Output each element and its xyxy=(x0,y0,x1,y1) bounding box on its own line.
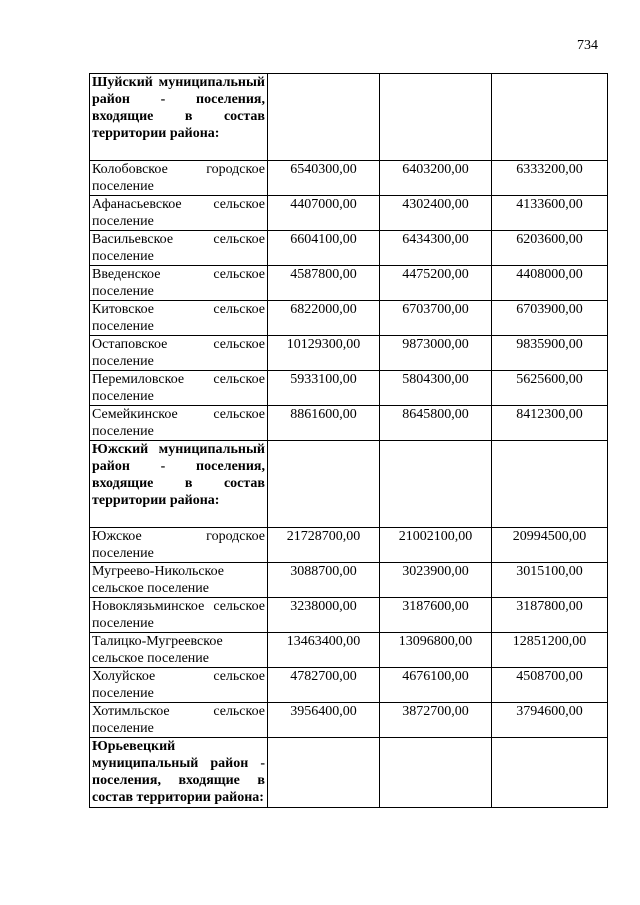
amount-cell-2: 8645800,00 xyxy=(380,406,492,441)
amount-cell-3 xyxy=(492,738,608,808)
amount-cell-3: 9835900,00 xyxy=(492,336,608,371)
amount-cell-1: 4407000,00 xyxy=(268,196,380,231)
amount-cell-1: 5933100,00 xyxy=(268,371,380,406)
district-header-row xyxy=(90,74,608,161)
settlement-name-cell: Хотимльское сельское поселение xyxy=(90,703,268,738)
district-name-cell: Юрьевецкий муниципальный район - поселения, входящие в состав территории района: xyxy=(90,738,268,808)
amount-cell-3 xyxy=(492,74,608,161)
amount-cell-3: 6703900,00 xyxy=(492,301,608,336)
settlement-name-cell: Семейкинское сельское поселение xyxy=(90,406,268,441)
district-name-cell: Южский муниципальный район - поселения, входящие в состав территории района: xyxy=(90,441,268,528)
amount-cell-3: 6203600,00 xyxy=(492,231,608,266)
settlement-name-cell: Южское городское поселение xyxy=(90,528,268,563)
settlement-name-cell: Холуйское сельское поселение xyxy=(90,668,268,703)
amount-cell-2 xyxy=(380,738,492,808)
amount-cell-1: 3956400,00 xyxy=(268,703,380,738)
amount-cell-1: 3238000,00 xyxy=(268,598,380,633)
settlement-name-cell: Перемиловское сельское поселение xyxy=(90,371,268,406)
amount-cell-1: 6604100,00 xyxy=(268,231,380,266)
settlement-name-cell: Васильевское сельское поселение xyxy=(90,231,268,266)
settlement-row xyxy=(90,336,608,371)
settlement-row xyxy=(90,633,608,668)
district-name-cell: Шуйский муниципальный район - поселения, входящие в состав территории района: xyxy=(90,74,268,161)
amount-cell-3: 3794600,00 xyxy=(492,703,608,738)
amount-cell-2 xyxy=(380,441,492,528)
amount-cell-2: 6703700,00 xyxy=(380,301,492,336)
amount-cell-1 xyxy=(268,74,380,161)
settlement-name-cell: Новоклязьминское сельское поселение xyxy=(90,598,268,633)
settlement-name-cell: Китовское сельское поселение xyxy=(90,301,268,336)
amount-cell-3 xyxy=(492,441,608,528)
settlement-name-cell: Введенское сельское поселение xyxy=(90,266,268,301)
amount-cell-2: 6403200,00 xyxy=(380,161,492,196)
settlement-row xyxy=(90,563,608,598)
amount-cell-1 xyxy=(268,441,380,528)
amount-cell-3: 4408000,00 xyxy=(492,266,608,301)
amount-cell-1: 6822000,00 xyxy=(268,301,380,336)
page-number: 734 xyxy=(577,38,598,53)
amount-cell-3: 3015100,00 xyxy=(492,563,608,598)
amount-cell-2: 3023900,00 xyxy=(380,563,492,598)
settlement-row xyxy=(90,196,608,231)
amount-cell-2: 3872700,00 xyxy=(380,703,492,738)
amount-cell-1: 21728700,00 xyxy=(268,528,380,563)
district-header-row xyxy=(90,738,608,808)
amount-cell-1: 13463400,00 xyxy=(268,633,380,668)
amount-cell-3: 6333200,00 xyxy=(492,161,608,196)
settlement-name-cell: Остаповское сельское поселение xyxy=(90,336,268,371)
amount-cell-3: 4508700,00 xyxy=(492,668,608,703)
budget-table-body xyxy=(90,74,608,808)
settlement-row xyxy=(90,406,608,441)
settlement-name-cell: Мугреево-Никольское сельское поселение xyxy=(90,563,268,598)
amount-cell-1 xyxy=(268,738,380,808)
amount-cell-3: 20994500,00 xyxy=(492,528,608,563)
settlement-row xyxy=(90,703,608,738)
settlement-name-cell: Афанасьевское сельское поселение xyxy=(90,196,268,231)
settlement-name-cell: Талицко-Мугреевское сельское поселение xyxy=(90,633,268,668)
settlement-row xyxy=(90,231,608,266)
settlement-name-cell: Колобовское городское поселение xyxy=(90,161,268,196)
settlement-row xyxy=(90,528,608,563)
amount-cell-3: 12851200,00 xyxy=(492,633,608,668)
amount-cell-2: 3187600,00 xyxy=(380,598,492,633)
amount-cell-1: 3088700,00 xyxy=(268,563,380,598)
amount-cell-3: 8412300,00 xyxy=(492,406,608,441)
amount-cell-2: 13096800,00 xyxy=(380,633,492,668)
amount-cell-2 xyxy=(380,74,492,161)
settlement-row xyxy=(90,598,608,633)
settlement-row xyxy=(90,668,608,703)
settlement-row xyxy=(90,161,608,196)
amount-cell-1: 8861600,00 xyxy=(268,406,380,441)
amount-cell-2: 21002100,00 xyxy=(380,528,492,563)
amount-cell-2: 4676100,00 xyxy=(380,668,492,703)
amount-cell-2: 4302400,00 xyxy=(380,196,492,231)
amount-cell-1: 10129300,00 xyxy=(268,336,380,371)
settlement-row xyxy=(90,301,608,336)
amount-cell-3: 4133600,00 xyxy=(492,196,608,231)
amount-cell-2: 9873000,00 xyxy=(380,336,492,371)
amount-cell-2: 6434300,00 xyxy=(380,231,492,266)
amount-cell-1: 4587800,00 xyxy=(268,266,380,301)
amount-cell-2: 5804300,00 xyxy=(380,371,492,406)
amount-cell-3: 3187800,00 xyxy=(492,598,608,633)
amount-cell-1: 4782700,00 xyxy=(268,668,380,703)
budget-table xyxy=(89,73,608,808)
amount-cell-3: 5625600,00 xyxy=(492,371,608,406)
amount-cell-2: 4475200,00 xyxy=(380,266,492,301)
settlement-row xyxy=(90,266,608,301)
settlement-row xyxy=(90,371,608,406)
district-header-row xyxy=(90,441,608,528)
amount-cell-1: 6540300,00 xyxy=(268,161,380,196)
